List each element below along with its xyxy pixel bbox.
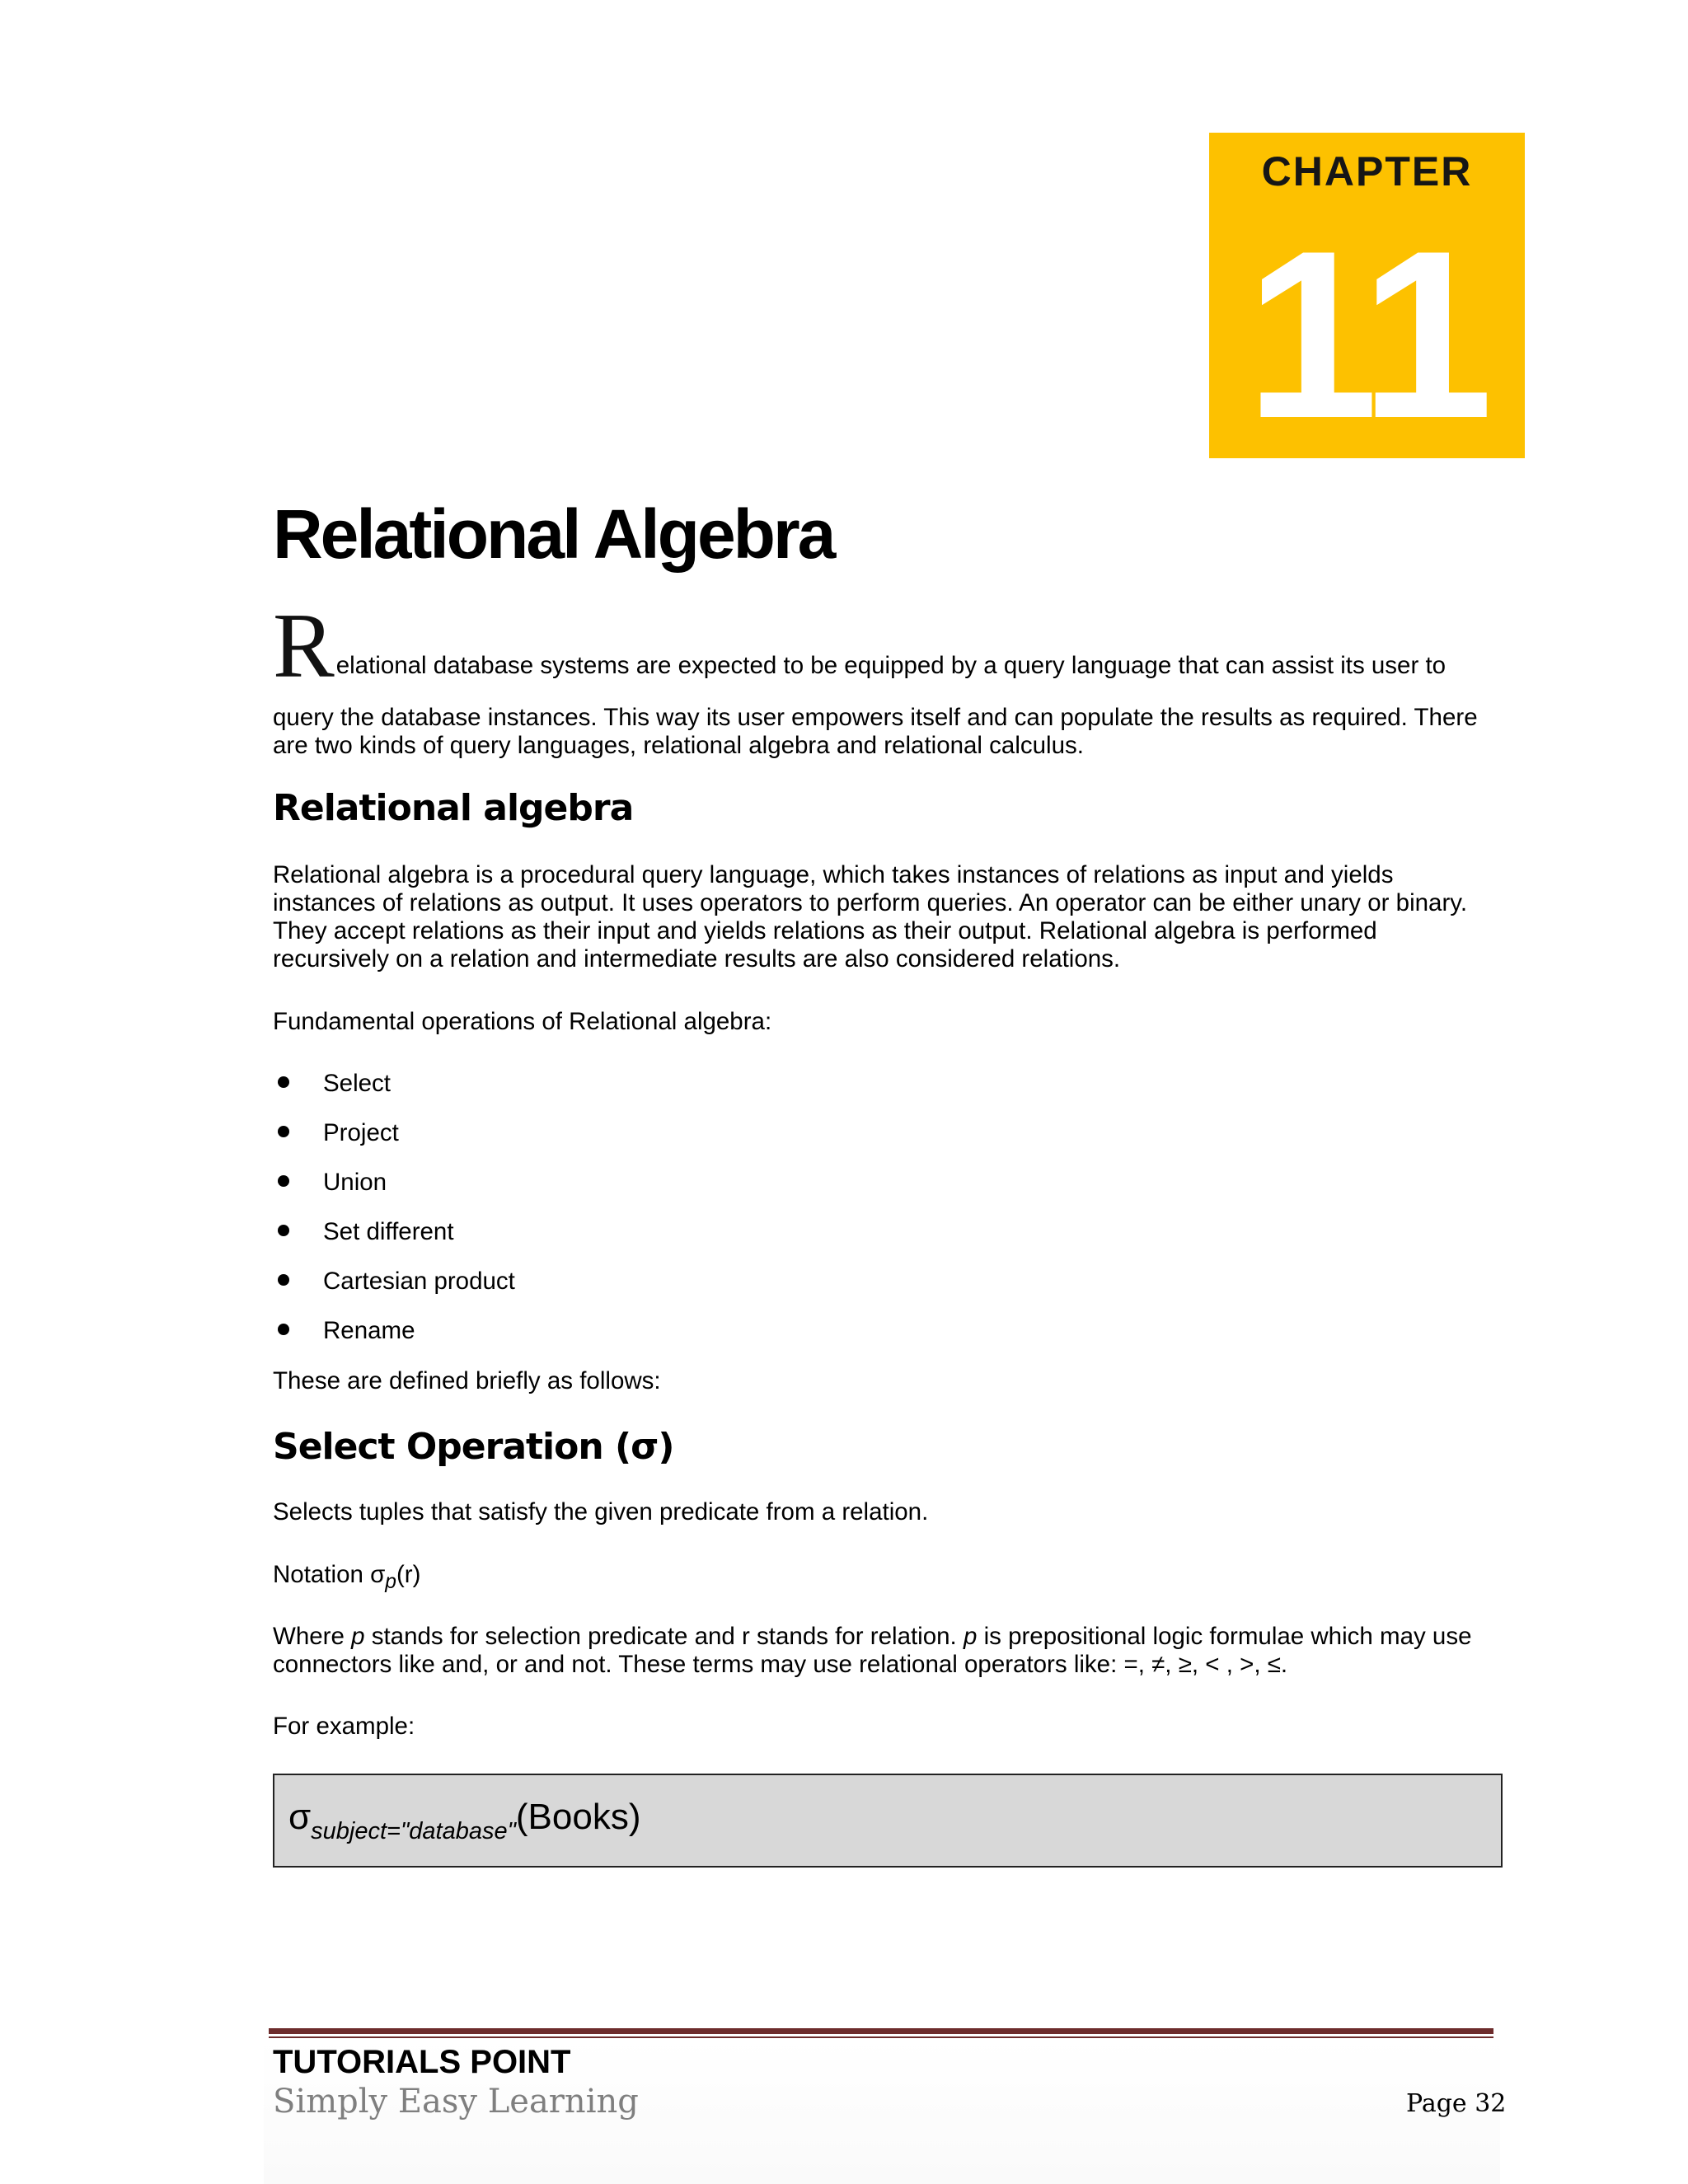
page-number: Page 32 [1406,2089,1507,2118]
select-where-paragraph [273,1623,1493,1679]
notation-subscript: p [385,1570,396,1593]
example-label: For example: [273,1713,415,1740]
footer-rule-thin [269,2036,1493,2038]
footer-tagline: Simply Easy Learning [273,2083,639,2121]
section-heading-relational-algebra: Relational algebra [273,787,634,829]
list-item-label: Cartesian product [323,1268,515,1295]
list-item-label: Set different [323,1218,454,1245]
intro-paragraph [273,595,1493,760]
where-text-1: Where [273,1623,352,1650]
list-item-label: Project [323,1119,399,1146]
example-expression [288,1797,641,1845]
list-item [273,1169,1097,1218]
list-item [273,1119,1097,1169]
where-var-p: p [963,1623,978,1650]
where-text-2: stands for selection predicate and r stands for relation. [364,1623,964,1650]
page-title: Relational Algebra [273,495,834,573]
example-subscript: subject="database" [311,1818,516,1844]
drop-cap: R [273,595,335,697]
intro-first-line: elational database systems are expected to be equipped by a query language that can assist its user to [335,652,1447,679]
intro-rest: query the database instances. This way its user empowers itself and can populate the results as required. There are two kinds of query languages, relational algebra and relational calculus. [273,704,1478,759]
list-item-label: Select [323,1070,391,1097]
footer-brand: TUTORIALS POINT [273,2044,571,2080]
example-sigma: σ [288,1797,312,1837]
example-box [273,1774,1503,1868]
chapter-label: CHAPTER [1261,148,1473,194]
bullet-icon [278,1076,289,1088]
where-text-3: is prepositional logic formulae which may use connectors like and, or and not. These terms may use relational operators like: =, ≠, ≥, < , >, ≤. [273,1623,1472,1678]
example-relation: (Books) [515,1797,641,1837]
list-item [273,1268,1097,1317]
select-notation [273,1561,1493,1596]
chapter-badge [1209,133,1525,468]
select-description: Selects tuples that satisfy the given predicate from a relation. [273,1498,929,1526]
list-item [273,1218,1097,1268]
fundamentals-intro: Fundamental operations of Relational algebra: [273,1008,772,1035]
section-heading-select-operation: Select Operation (σ) [273,1426,674,1468]
bullet-icon [278,1324,289,1335]
bullet-icon [278,1126,289,1137]
bullet-icon [278,1225,289,1236]
relational-algebra-paragraph: Relational algebra is a procedural query language, which takes instances of relations as input and yields instances of relations as output. It uses operators to perform queries. An operator can be either unary or binary. They accept relations as their input and yields relations as their output. Relational algebra is performed recursively on a relation and intermediate results are also considered relations. [273,861,1468,972]
operations-list [273,1070,1097,1366]
bullet-icon [278,1175,289,1187]
list-item-label: Rename [323,1317,415,1344]
notation-suffix: (r) [396,1561,421,1588]
footer-rule [269,2028,1493,2034]
notation-prefix: Notation σ [273,1561,386,1588]
operations-outro: These are defined briefly as follows: [273,1367,661,1394]
bullet-icon [278,1274,289,1286]
where-var-p: p [351,1623,365,1650]
chapter-number: 11 [1245,201,1489,468]
list-item [273,1317,1097,1366]
list-item-label: Union [323,1169,387,1196]
list-item [273,1070,1097,1119]
